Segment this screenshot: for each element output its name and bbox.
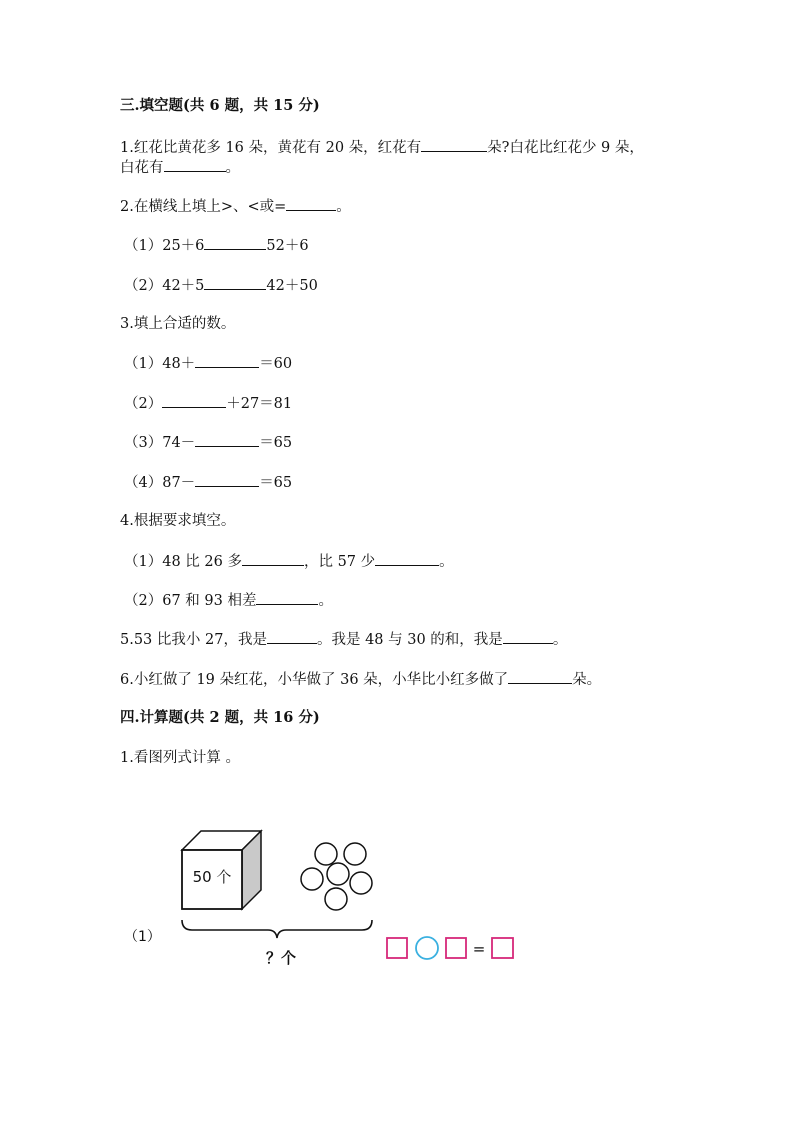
picture-equation-figure: [0, 820, 794, 1020]
q3-p4-a: （4）87－: [124, 475, 196, 491]
q3-p4-blank[interactable]: [195, 472, 259, 487]
operator-circle[interactable]: [416, 937, 438, 959]
section-title-fill-blank: 三.填空题(共 6 题，共 15 分): [120, 97, 320, 114]
answer-box-1[interactable]: [387, 938, 407, 958]
q3-p1-blank[interactable]: [195, 353, 259, 368]
q3-p4-b: ＝65: [259, 475, 293, 491]
q4-p2-a: （2）67 和 93 相差: [124, 593, 257, 609]
q3-p2-b: ＋27＝81: [226, 396, 293, 412]
q1-text-c: 白花有: [120, 160, 164, 176]
q2-p1-blank[interactable]: [204, 235, 266, 250]
q1-text-b: 朵?白花比红花少 9 朵，: [487, 140, 644, 156]
answer-box-result[interactable]: [492, 938, 513, 958]
circles-cluster: [301, 843, 372, 910]
question-2-part-2: [124, 275, 318, 296]
circle-1: [315, 843, 337, 865]
question-2-title: [120, 196, 351, 217]
circle-2: [344, 843, 366, 865]
q6-text-b: 朵。: [572, 672, 602, 688]
q3-p1-b: ＝60: [259, 356, 293, 372]
q3-p3-a: （3）74－: [124, 435, 196, 451]
question-6: [120, 669, 601, 690]
question-1-line-1: [120, 137, 644, 158]
calc-question-1-title: 1.看图列式计算 。: [120, 750, 240, 766]
q1-blank-white[interactable]: [164, 157, 226, 172]
question-3-part-4: [124, 472, 292, 493]
q2-p2-a: （2）42＋5: [124, 278, 205, 294]
q5-text-c: 。: [552, 632, 568, 648]
q2-title-blank[interactable]: [286, 196, 336, 211]
q2-title-a: 2.在横线上填上>、<或=: [120, 199, 287, 215]
q4-p1-c: 。: [439, 554, 454, 570]
q4-p2-blank[interactable]: [256, 590, 318, 605]
grouping-brace: [182, 920, 372, 938]
circle-3: [301, 868, 323, 890]
q1-blank-red[interactable]: [421, 137, 487, 152]
question-1-line-2: [120, 157, 240, 178]
figure-item-label: （1）: [124, 929, 161, 945]
q2-p1-a: （1）25＋6: [124, 238, 205, 254]
q2-p2-blank[interactable]: [204, 275, 266, 290]
q3-p3-b: ＝65: [259, 435, 293, 451]
q4-p1-blank-2[interactable]: [375, 551, 439, 566]
circle-5: [350, 872, 372, 894]
q3-p2-blank[interactable]: [162, 393, 226, 408]
q6-text-a: 6.小红做了 19 朵红花，小华做了 36 朵，小华比小红多做了: [120, 672, 509, 688]
q4-p2-b: 。: [318, 593, 333, 609]
circle-6: [325, 888, 347, 910]
q5-blank-1[interactable]: [267, 629, 317, 644]
question-4-part-2: [124, 590, 333, 611]
cube-box: [182, 831, 261, 909]
q4-p1-a: （1）48 比 26 多: [124, 554, 242, 570]
q1-text-d: 。: [225, 160, 240, 176]
question-3-part-1: [124, 353, 292, 374]
q2-title-b: 。: [336, 199, 351, 215]
section-title-calculation: 四.计算题(共 2 题，共 16 分): [120, 709, 320, 726]
q4-p1-b: ，比 57 少: [303, 554, 376, 570]
question-4-part-1: [124, 551, 454, 572]
q3-p1-a: （1）48＋: [124, 356, 196, 372]
q2-p1-b: 52＋6: [266, 238, 309, 254]
q5-blank-2[interactable]: [503, 629, 553, 644]
q1-text-a: 1.红花比黄花多 16 朵，黄花有 20 朵，红花有: [120, 140, 422, 156]
question-5: [120, 629, 567, 650]
circle-4: [327, 863, 349, 885]
q4-p1-blank-1[interactable]: [242, 551, 304, 566]
answer-box-2[interactable]: [446, 938, 466, 958]
q6-blank[interactable]: [508, 669, 572, 684]
question-3-title: 3.填上合适的数。: [120, 316, 236, 332]
q5-text-b: 。我是 48 与 30 的和，我是: [316, 632, 503, 648]
q3-p2-a: （2）: [124, 396, 163, 412]
q5-text-a: 5.53 比我小 27，我是: [120, 632, 267, 648]
cube-label: 50 个: [192, 868, 232, 886]
question-4-title: 4.根据要求填空。: [120, 513, 236, 529]
q3-p3-blank[interactable]: [195, 432, 259, 447]
q2-p2-b: 42＋50: [266, 278, 318, 294]
question-3-part-3: [124, 432, 292, 453]
question-2-part-1: [124, 235, 309, 256]
total-label: ？个: [265, 949, 297, 967]
equals-sign: =: [472, 940, 486, 958]
question-3-part-2: [124, 393, 292, 414]
